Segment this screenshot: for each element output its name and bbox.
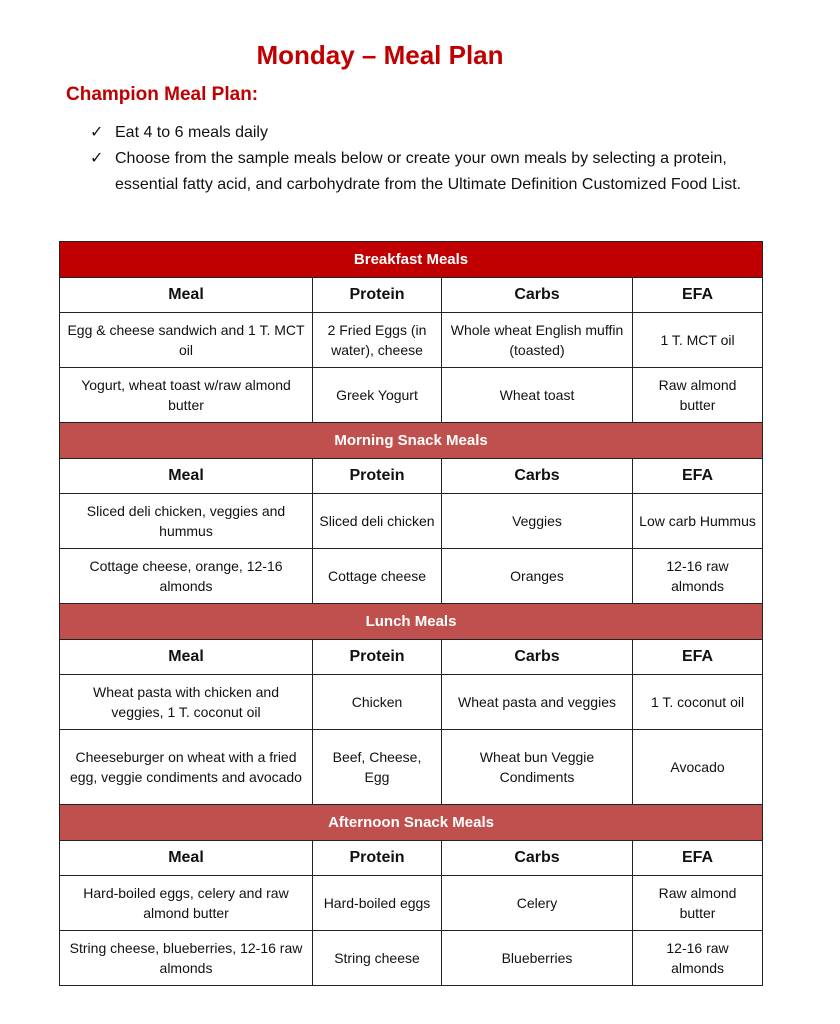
protein-cell: Chicken (313, 675, 442, 730)
carbs-cell: Veggies (442, 494, 633, 549)
column-header-protein: Protein (313, 459, 442, 494)
efa-cell: 12-16 raw almonds (633, 931, 763, 986)
efa-cell: Raw almond butter (633, 368, 763, 423)
efa-cell: 1 T. coconut oil (633, 675, 763, 730)
efa-cell: Raw almond butter (633, 876, 763, 931)
section-header-morning-snack (60, 423, 763, 459)
table-row (60, 368, 763, 423)
meal-cell: Cheeseburger on wheat with a fried egg, veggie condiments and avocado (60, 730, 313, 805)
carbs-cell: Wheat toast (442, 368, 633, 423)
column-header-row (60, 841, 763, 876)
guideline-text: Choose from the sample meals below or create your own meals by selecting a protein, essential fatty acid, and carbohydrate from the Ultimate Definition Customized Food List. (115, 150, 742, 193)
efa-cell: Low carb Hummus (633, 494, 763, 549)
carbs-cell: Blueberries (442, 931, 633, 986)
table-row (60, 549, 763, 604)
section-header-breakfast (60, 242, 763, 278)
column-header-carbs: Carbs (442, 841, 633, 876)
meal-cell: Wheat pasta with chicken and veggies, 1 T. coconut oil (60, 675, 313, 730)
column-header-carbs: Carbs (442, 278, 633, 313)
section-title: Afternoon Snack Meals (60, 805, 763, 841)
guideline-item (90, 120, 770, 146)
meal-cell: Egg & cheese sandwich and 1 T. MCT oil (60, 313, 313, 368)
efa-cell: 12-16 raw almonds (633, 549, 763, 604)
column-header-protein: Protein (313, 841, 442, 876)
column-header-efa: EFA (633, 640, 763, 675)
section-header-lunch (60, 604, 763, 640)
meal-cell: Hard-boiled eggs, celery and raw almond butter (60, 876, 313, 931)
table-row (60, 675, 763, 730)
protein-cell: Hard-boiled eggs (313, 876, 442, 931)
column-header-meal: Meal (60, 841, 313, 876)
protein-cell: Cottage cheese (313, 549, 442, 604)
carbs-cell: Wheat bun Veggie Condiments (442, 730, 633, 805)
table-row (60, 313, 763, 368)
section-title: Lunch Meals (60, 604, 763, 640)
table-row (60, 876, 763, 931)
guideline-text: Eat 4 to 6 meals daily (115, 124, 268, 141)
protein-cell: String cheese (313, 931, 442, 986)
guideline-item (90, 146, 770, 198)
meal-cell: Cottage cheese, orange, 12-16 almonds (60, 549, 313, 604)
column-header-carbs: Carbs (442, 459, 633, 494)
table-row (60, 730, 763, 805)
column-header-efa: EFA (633, 278, 763, 313)
protein-cell: Beef, Cheese, Egg (313, 730, 442, 805)
column-header-carbs: Carbs (442, 640, 633, 675)
meal-plan-table (59, 241, 763, 986)
column-header-row (60, 640, 763, 675)
carbs-cell: Whole wheat English muffin (toasted) (442, 313, 633, 368)
meal-cell: Yogurt, wheat toast w/raw almond butter (60, 368, 313, 423)
section-title: Morning Snack Meals (60, 423, 763, 459)
carbs-cell: Oranges (442, 549, 633, 604)
meal-cell: String cheese, blueberries, 12-16 raw almonds (60, 931, 313, 986)
page-title: Monday – Meal Plan (256, 40, 504, 70)
column-header-meal: Meal (60, 278, 313, 313)
efa-cell: Avocado (633, 730, 763, 805)
meal-cell: Sliced deli chicken, veggies and hummus (60, 494, 313, 549)
protein-cell: 2 Fried Eggs (in water), cheese (313, 313, 442, 368)
column-header-protein: Protein (313, 640, 442, 675)
protein-cell: Sliced deli chicken (313, 494, 442, 549)
column-header-row (60, 278, 763, 313)
carbs-cell: Wheat pasta and veggies (442, 675, 633, 730)
efa-cell: 1 T. MCT oil (633, 313, 763, 368)
checkmark-icon: ✓ (90, 150, 104, 167)
column-header-meal: Meal (60, 459, 313, 494)
column-header-efa: EFA (633, 459, 763, 494)
column-header-protein: Protein (313, 278, 442, 313)
column-header-efa: EFA (633, 841, 763, 876)
carbs-cell: Celery (442, 876, 633, 931)
section-header-afternoon-snack (60, 805, 763, 841)
protein-cell: Greek Yogurt (313, 368, 442, 423)
guideline-list (90, 120, 770, 198)
column-header-meal: Meal (60, 640, 313, 675)
table-row (60, 931, 763, 986)
checkmark-icon: ✓ (90, 124, 104, 141)
column-header-row (60, 459, 763, 494)
plan-subtitle: Champion Meal Plan: (66, 84, 259, 105)
table-row (60, 494, 763, 549)
section-title: Breakfast Meals (60, 242, 763, 278)
